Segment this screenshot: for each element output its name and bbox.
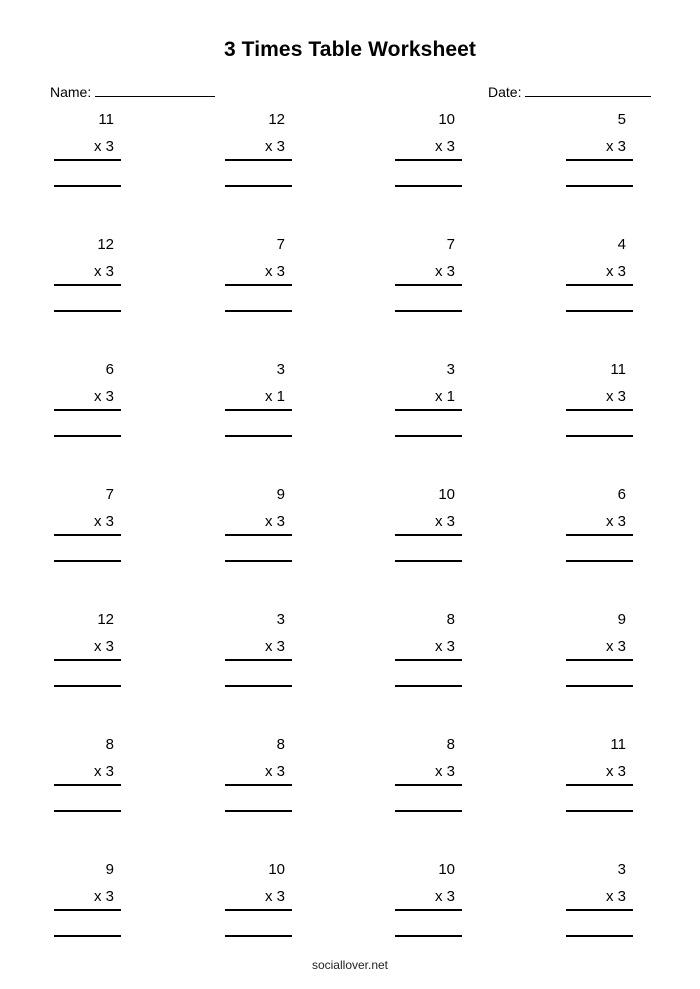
problem-rule	[54, 534, 121, 536]
problem-multiplier: x 3	[264, 763, 285, 780]
worksheet-title: 3 Times Table Worksheet	[223, 38, 477, 61]
problem	[395, 486, 463, 568]
problem-rule	[395, 409, 462, 411]
problem-multiplicand: 7	[446, 236, 455, 253]
problem-multiplier: x 3	[434, 638, 455, 655]
problem-multiplicand: 4	[617, 236, 626, 253]
problem-multiplicand: 12	[268, 111, 285, 128]
answer-blank[interactable]	[225, 310, 292, 312]
problem-multiplicand: 10	[438, 486, 455, 503]
problem	[225, 611, 293, 693]
problem-rule	[395, 159, 462, 161]
answer-blank[interactable]	[566, 685, 633, 687]
problem-multiplier: x 3	[93, 638, 114, 655]
problem-multiplier: x 3	[264, 138, 285, 155]
problem-multiplier: x 3	[605, 388, 626, 405]
problem	[54, 611, 122, 693]
problem-multiplier: x 3	[434, 138, 455, 155]
problem	[566, 111, 634, 193]
answer-blank[interactable]	[225, 185, 292, 187]
problem-multiplier: x 3	[264, 263, 285, 280]
answer-blank[interactable]	[54, 685, 121, 687]
problem-multiplicand: 10	[438, 861, 455, 878]
problem-multiplier: x 3	[605, 763, 626, 780]
problem-rule	[225, 534, 292, 536]
problem-multiplicand: 10	[268, 861, 285, 878]
answer-blank[interactable]	[395, 435, 462, 437]
problem	[566, 236, 634, 318]
problem-multiplier: x 3	[434, 263, 455, 280]
problem-multiplier: x 3	[434, 763, 455, 780]
problem-rule	[566, 159, 633, 161]
problem-multiplier: x 3	[93, 138, 114, 155]
answer-blank[interactable]	[225, 810, 292, 812]
problem	[225, 111, 293, 193]
problem-rule	[225, 659, 292, 661]
problem	[225, 486, 293, 568]
problem-multiplier: x 3	[93, 513, 114, 530]
problem-rule	[54, 784, 121, 786]
answer-blank[interactable]	[395, 935, 462, 937]
problem-multiplicand: 8	[105, 736, 114, 753]
problem-multiplier: x 3	[434, 888, 455, 905]
problem-rule	[225, 284, 292, 286]
problem-rule	[395, 284, 462, 286]
problem-rule	[395, 784, 462, 786]
problem-multiplicand: 11	[610, 361, 626, 378]
problem-multiplicand: 6	[105, 361, 114, 378]
problem-rule	[566, 784, 633, 786]
problem-rule	[225, 909, 292, 911]
problem	[395, 611, 463, 693]
problem-multiplicand: 3	[617, 861, 626, 878]
name-label: Name:	[50, 84, 92, 100]
problem-multiplier: x 3	[434, 513, 455, 530]
problem	[225, 861, 293, 943]
problem-multiplier: x 3	[93, 888, 114, 905]
answer-blank[interactable]	[54, 935, 121, 937]
problem-multiplicand: 5	[617, 111, 626, 128]
problem-rule	[395, 909, 462, 911]
problem	[395, 361, 463, 443]
answer-blank[interactable]	[566, 560, 633, 562]
problem	[54, 736, 122, 818]
answer-blank[interactable]	[54, 435, 121, 437]
problem	[566, 736, 634, 818]
problem-multiplicand: 6	[617, 486, 626, 503]
problem	[395, 111, 463, 193]
problem	[54, 861, 122, 943]
problem-multiplier: x 3	[605, 888, 626, 905]
problem	[54, 236, 122, 318]
problem-multiplicand: 8	[446, 736, 455, 753]
answer-blank[interactable]	[566, 935, 633, 937]
problem-multiplier: x 3	[264, 513, 285, 530]
answer-blank[interactable]	[566, 435, 633, 437]
problem	[395, 736, 463, 818]
answer-blank[interactable]	[395, 685, 462, 687]
problem-multiplicand: 9	[105, 861, 114, 878]
problem-rule	[566, 409, 633, 411]
answer-blank[interactable]	[395, 810, 462, 812]
problem-multiplier: x 3	[93, 388, 114, 405]
answer-blank[interactable]	[566, 185, 633, 187]
problem-rule	[225, 784, 292, 786]
problem-multiplier: x 3	[605, 513, 626, 530]
problem-multiplicand: 8	[446, 611, 455, 628]
problem-rule	[54, 659, 121, 661]
answer-blank[interactable]	[395, 185, 462, 187]
problem-multiplicand: 11	[610, 736, 626, 753]
problem-multiplier: x 1	[434, 388, 455, 405]
answer-blank[interactable]	[54, 810, 121, 812]
answer-blank[interactable]	[225, 560, 292, 562]
problem-multiplier: x 3	[93, 763, 114, 780]
problem	[225, 736, 293, 818]
problem-multiplier: x 1	[264, 388, 285, 405]
problem-multiplicand: 7	[276, 236, 285, 253]
problem-multiplicand: 9	[617, 611, 626, 628]
problem	[566, 361, 634, 443]
problem-multiplier: x 3	[264, 638, 285, 655]
problem-multiplicand: 11	[98, 111, 114, 128]
problem-multiplier: x 3	[605, 138, 626, 155]
problem-multiplicand: 12	[97, 236, 114, 253]
problem-rule	[395, 659, 462, 661]
problem	[566, 611, 634, 693]
problem-multiplicand: 3	[276, 361, 285, 378]
problem-rule	[225, 159, 292, 161]
problem-multiplier: x 3	[605, 638, 626, 655]
problem-rule	[225, 409, 292, 411]
problem-rule	[395, 534, 462, 536]
problem-rule	[54, 409, 121, 411]
problem	[395, 236, 463, 318]
problem	[395, 861, 463, 943]
problem-rule	[54, 159, 121, 161]
problem	[54, 111, 122, 193]
problem-multiplicand: 7	[105, 486, 114, 503]
problem-rule	[566, 909, 633, 911]
answer-blank[interactable]	[566, 310, 633, 312]
problem-multiplier: x 3	[264, 888, 285, 905]
problem-multiplier: x 3	[605, 263, 626, 280]
problem-multiplicand: 9	[276, 486, 285, 503]
date-label: Date:	[488, 84, 522, 100]
problem-rule	[566, 284, 633, 286]
problem-multiplicand: 3	[276, 611, 285, 628]
answer-blank[interactable]	[225, 435, 292, 437]
problem	[225, 361, 293, 443]
problem-rule	[566, 534, 633, 536]
problem-multiplicand: 10	[438, 111, 455, 128]
answer-blank[interactable]	[395, 310, 462, 312]
answer-blank[interactable]	[225, 935, 292, 937]
problem	[54, 486, 122, 568]
problem-multiplicand: 12	[97, 611, 114, 628]
problem	[54, 361, 122, 443]
answer-blank[interactable]	[395, 560, 462, 562]
answer-blank[interactable]	[54, 185, 121, 187]
problem-multiplier: x 3	[93, 263, 114, 280]
problem-rule	[54, 284, 121, 286]
problem	[566, 486, 634, 568]
answer-blank[interactable]	[54, 310, 121, 312]
problem-multiplicand: 3	[446, 361, 455, 378]
problem-multiplicand: 8	[276, 736, 285, 753]
problem-rule	[54, 909, 121, 911]
problem	[225, 236, 293, 318]
problem	[566, 861, 634, 943]
answer-blank[interactable]	[566, 810, 633, 812]
answer-blank[interactable]	[225, 685, 292, 687]
answer-blank[interactable]	[54, 560, 121, 562]
problem-rule	[566, 659, 633, 661]
footer-site: sociallover.net	[311, 958, 389, 972]
